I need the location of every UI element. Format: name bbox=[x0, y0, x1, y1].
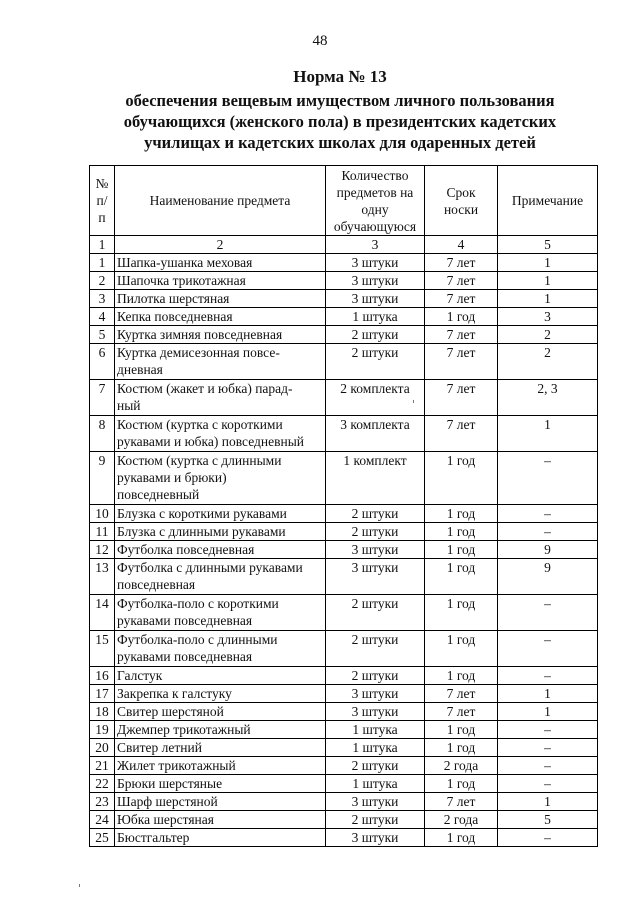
item-name-cell: Блузка с короткими рукавами bbox=[115, 505, 326, 523]
column-index-cell: 1 bbox=[90, 236, 115, 254]
item-wear-term-cell: 2 года bbox=[425, 757, 498, 775]
table-row bbox=[90, 757, 598, 775]
item-note-cell: – bbox=[498, 757, 598, 775]
item-wear-term-cell: 1 год bbox=[425, 775, 498, 793]
item-number-cell: 4 bbox=[90, 308, 115, 326]
item-quantity-cell: 2 штуки bbox=[326, 326, 425, 344]
item-name-cell: Джемпер трикотажный bbox=[115, 721, 326, 739]
table-row bbox=[90, 272, 598, 290]
table-row bbox=[90, 523, 598, 541]
item-name-cell: Свитер шерстяной bbox=[115, 703, 326, 721]
item-number-cell: 9 bbox=[90, 452, 115, 505]
item-name-cell: Бюстгальтер bbox=[115, 829, 326, 847]
item-number-cell: 8 bbox=[90, 416, 115, 452]
table-row bbox=[90, 739, 598, 757]
scan-speck bbox=[79, 884, 80, 887]
table-row bbox=[90, 254, 598, 272]
item-name-cell: Шарф шерстяной bbox=[115, 793, 326, 811]
item-number-cell: 25 bbox=[90, 829, 115, 847]
item-name-cell: Костюм (куртка с длинными рукавами и брюки) повседневный bbox=[115, 452, 326, 505]
item-note-cell: 5 bbox=[498, 811, 598, 829]
table-row bbox=[90, 703, 598, 721]
table-row bbox=[90, 667, 598, 685]
item-note-cell: 1 bbox=[498, 254, 598, 272]
scan-speck bbox=[413, 400, 414, 403]
item-quantity-cell: 2 штуки bbox=[326, 344, 425, 380]
item-quantity-cell: 2 комплекта bbox=[326, 380, 425, 416]
header-num: № п/п bbox=[90, 166, 115, 236]
table-row bbox=[90, 380, 598, 416]
item-quantity-cell: 2 штуки bbox=[326, 757, 425, 775]
item-quantity-cell: 2 штуки bbox=[326, 523, 425, 541]
item-wear-term-cell: 7 лет bbox=[425, 344, 498, 380]
item-wear-term-cell: 1 год bbox=[425, 667, 498, 685]
table-row bbox=[90, 308, 598, 326]
item-quantity-cell: 1 штука bbox=[326, 721, 425, 739]
item-wear-term-cell: 7 лет bbox=[425, 254, 498, 272]
item-wear-term-cell: 1 год bbox=[425, 829, 498, 847]
column-index-row bbox=[90, 236, 598, 254]
item-quantity-cell: 2 штуки bbox=[326, 631, 425, 667]
item-quantity-cell: 3 штуки bbox=[326, 685, 425, 703]
item-wear-term-cell: 7 лет bbox=[425, 326, 498, 344]
item-wear-term-cell: 1 год bbox=[425, 452, 498, 505]
item-number-cell: 3 bbox=[90, 290, 115, 308]
item-quantity-cell: 1 штука bbox=[326, 308, 425, 326]
header-qty: Количество предметов на одну обучающуюся bbox=[326, 166, 425, 236]
item-quantity-cell: 2 штуки bbox=[326, 505, 425, 523]
header-note: Примечание bbox=[498, 166, 598, 236]
item-note-cell: – bbox=[498, 595, 598, 631]
item-note-cell: 1 bbox=[498, 272, 598, 290]
table-row bbox=[90, 685, 598, 703]
item-note-cell: 9 bbox=[498, 559, 598, 595]
item-wear-term-cell: 1 год bbox=[425, 739, 498, 757]
item-quantity-cell: 3 штуки bbox=[326, 254, 425, 272]
item-wear-term-cell: 1 год bbox=[425, 631, 498, 667]
item-number-cell: 16 bbox=[90, 667, 115, 685]
table-row bbox=[90, 811, 598, 829]
item-quantity-cell: 2 штуки bbox=[326, 595, 425, 631]
item-number-cell: 17 bbox=[90, 685, 115, 703]
table-row bbox=[90, 775, 598, 793]
item-name-cell: Галстук bbox=[115, 667, 326, 685]
item-quantity-cell: 3 штуки bbox=[326, 793, 425, 811]
item-name-cell: Футболка с длинными рукавами повседневная bbox=[115, 559, 326, 595]
item-number-cell: 10 bbox=[90, 505, 115, 523]
item-name-cell: Юбка шерстяная bbox=[115, 811, 326, 829]
table-row bbox=[90, 631, 598, 667]
item-quantity-cell: 3 штуки bbox=[326, 559, 425, 595]
table-row bbox=[90, 559, 598, 595]
item-quantity-cell: 1 штука bbox=[326, 775, 425, 793]
item-quantity-cell: 3 комплекта bbox=[326, 416, 425, 452]
item-note-cell: – bbox=[498, 667, 598, 685]
table-row bbox=[90, 452, 598, 505]
item-name-cell: Футболка-поло с короткими рукавами повседневная bbox=[115, 595, 326, 631]
item-note-cell: – bbox=[498, 829, 598, 847]
item-number-cell: 6 bbox=[90, 344, 115, 380]
item-quantity-cell: 1 штука bbox=[326, 739, 425, 757]
item-number-cell: 22 bbox=[90, 775, 115, 793]
item-quantity-cell: 3 штуки bbox=[326, 829, 425, 847]
item-number-cell: 2 bbox=[90, 272, 115, 290]
item-number-cell: 19 bbox=[90, 721, 115, 739]
item-number-cell: 21 bbox=[90, 757, 115, 775]
table-row bbox=[90, 505, 598, 523]
item-quantity-cell: 3 штуки bbox=[326, 290, 425, 308]
item-name-cell: Блузка с длинными рукавами bbox=[115, 523, 326, 541]
item-name-cell: Свитер летний bbox=[115, 739, 326, 757]
item-note-cell: – bbox=[498, 505, 598, 523]
item-number-cell: 13 bbox=[90, 559, 115, 595]
table-row bbox=[90, 829, 598, 847]
header-name: Наименование предмета bbox=[115, 166, 326, 236]
item-wear-term-cell: 1 год bbox=[425, 595, 498, 631]
item-name-cell: Куртка демисезонная повсе- дневная bbox=[115, 344, 326, 380]
item-name-cell: Шапочка трикотажная bbox=[115, 272, 326, 290]
item-name-cell: Шапка-ушанка меховая bbox=[115, 254, 326, 272]
column-index-cell: 2 bbox=[115, 236, 326, 254]
item-name-cell: Кепка повседневная bbox=[115, 308, 326, 326]
item-name-cell: Пилотка шерстяная bbox=[115, 290, 326, 308]
item-name-cell: Куртка зимняя повседневная bbox=[115, 326, 326, 344]
item-number-cell: 5 bbox=[90, 326, 115, 344]
page-number: 48 bbox=[312, 33, 328, 49]
item-wear-term-cell: 1 год bbox=[425, 505, 498, 523]
column-index-cell: 5 bbox=[498, 236, 598, 254]
item-number-cell: 24 bbox=[90, 811, 115, 829]
item-note-cell: 2 bbox=[498, 344, 598, 380]
item-number-cell: 7 bbox=[90, 380, 115, 416]
item-wear-term-cell: 1 год bbox=[425, 308, 498, 326]
table-row bbox=[90, 326, 598, 344]
item-number-cell: 12 bbox=[90, 541, 115, 559]
title-line-2: обучающихся (женского пола) в президентских кадетских bbox=[123, 112, 557, 131]
item-note-cell: 3 bbox=[498, 308, 598, 326]
item-quantity-cell: 1 комплект bbox=[326, 452, 425, 505]
item-wear-term-cell: 1 год bbox=[425, 523, 498, 541]
item-name-cell: Футболка повседневная bbox=[115, 541, 326, 559]
table-body bbox=[90, 236, 598, 847]
item-note-cell: 2, 3 bbox=[498, 380, 598, 416]
item-quantity-cell: 3 штуки bbox=[326, 272, 425, 290]
table-row bbox=[90, 793, 598, 811]
table-row bbox=[90, 721, 598, 739]
column-index-cell: 3 bbox=[326, 236, 425, 254]
item-note-cell: – bbox=[498, 739, 598, 757]
item-number-cell: 20 bbox=[90, 739, 115, 757]
item-note-cell: 1 bbox=[498, 793, 598, 811]
header-term: Срок носки bbox=[425, 166, 498, 236]
item-name-cell: Костюм (жакет и юбка) парад- ный bbox=[115, 380, 326, 416]
item-note-cell: – bbox=[498, 631, 598, 667]
item-quantity-cell: 3 штуки bbox=[326, 541, 425, 559]
item-number-cell: 1 bbox=[90, 254, 115, 272]
title-line-3: училищах и кадетских школах для одаренных детей bbox=[144, 133, 536, 152]
item-note-cell: 9 bbox=[498, 541, 598, 559]
item-quantity-cell: 2 штуки bbox=[326, 811, 425, 829]
item-wear-term-cell: 7 лет bbox=[425, 290, 498, 308]
document-title bbox=[60, 66, 620, 153]
item-wear-term-cell: 1 год bbox=[425, 559, 498, 595]
norm-table bbox=[89, 165, 598, 847]
item-quantity-cell: 3 штуки bbox=[326, 703, 425, 721]
item-wear-term-cell: 7 лет bbox=[425, 416, 498, 452]
item-note-cell: – bbox=[498, 775, 598, 793]
item-note-cell: 1 bbox=[498, 290, 598, 308]
item-number-cell: 18 bbox=[90, 703, 115, 721]
item-note-cell: 1 bbox=[498, 685, 598, 703]
table-row bbox=[90, 344, 598, 380]
item-name-cell: Футболка-поло с длинными рукавами повседневная bbox=[115, 631, 326, 667]
item-number-cell: 23 bbox=[90, 793, 115, 811]
item-number-cell: 14 bbox=[90, 595, 115, 631]
item-number-cell: 11 bbox=[90, 523, 115, 541]
item-wear-term-cell: 2 года bbox=[425, 811, 498, 829]
item-wear-term-cell: 7 лет bbox=[425, 272, 498, 290]
item-name-cell: Брюки шерстяные bbox=[115, 775, 326, 793]
item-note-cell: – bbox=[498, 721, 598, 739]
item-wear-term-cell: 7 лет bbox=[425, 703, 498, 721]
table-row bbox=[90, 541, 598, 559]
item-note-cell: – bbox=[498, 523, 598, 541]
item-note-cell: – bbox=[498, 452, 598, 505]
item-quantity-cell: 2 штуки bbox=[326, 667, 425, 685]
item-wear-term-cell: 7 лет bbox=[425, 380, 498, 416]
item-name-cell: Жилет трикотажный bbox=[115, 757, 326, 775]
item-name-cell: Костюм (куртка с короткими рукавами и юбка) повседневный bbox=[115, 416, 326, 452]
item-note-cell: 1 bbox=[498, 416, 598, 452]
title-line-1: обеспечения вещевым имуществом личного пользования bbox=[125, 91, 555, 110]
item-name-cell: Закрепка к галстуку bbox=[115, 685, 326, 703]
title-main: Норма № 13 bbox=[293, 67, 387, 86]
column-index-cell: 4 bbox=[425, 236, 498, 254]
header-row bbox=[90, 166, 598, 236]
item-wear-term-cell: 1 год bbox=[425, 721, 498, 739]
table-row bbox=[90, 595, 598, 631]
item-number-cell: 15 bbox=[90, 631, 115, 667]
table-row bbox=[90, 416, 598, 452]
item-note-cell: 2 bbox=[498, 326, 598, 344]
item-wear-term-cell: 7 лет bbox=[425, 793, 498, 811]
item-wear-term-cell: 7 лет bbox=[425, 685, 498, 703]
item-note-cell: 1 bbox=[498, 703, 598, 721]
item-wear-term-cell: 1 год bbox=[425, 541, 498, 559]
table-row bbox=[90, 290, 598, 308]
